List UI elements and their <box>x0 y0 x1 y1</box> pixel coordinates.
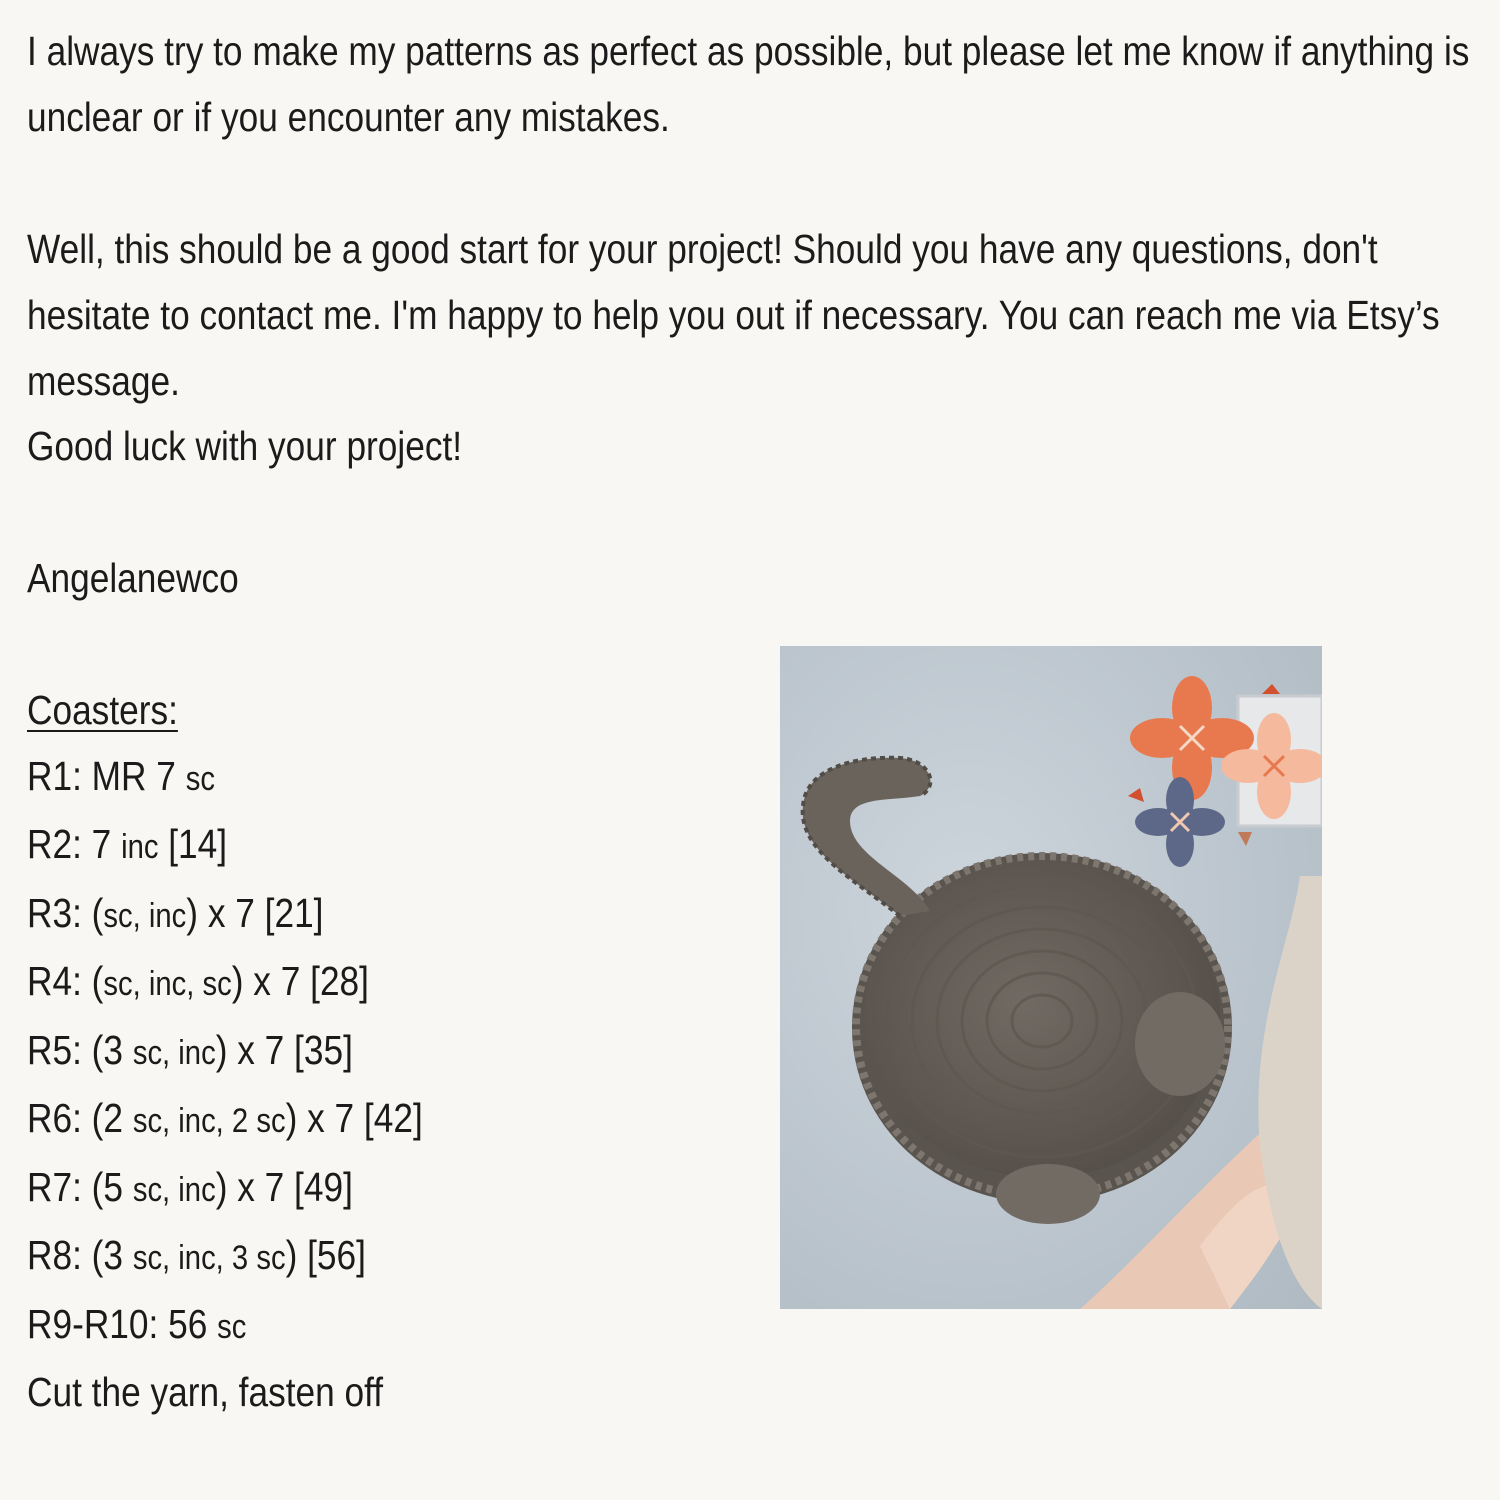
row-count: ) [56] <box>285 1232 366 1278</box>
signature: Angelanewco <box>27 555 239 601</box>
row-label: R5: (3 <box>27 1026 133 1073</box>
pattern-row <box>27 1086 423 1155</box>
row-count: ) x 7 [21] <box>186 889 324 936</box>
row-stitches: sc, inc <box>103 896 187 935</box>
pattern-row <box>27 1223 423 1292</box>
row-count: ) x 7 [49] <box>215 1163 353 1210</box>
pattern-row <box>27 949 423 1018</box>
row-stitches: sc <box>185 759 215 798</box>
row-count: ) x 7 [35] <box>215 1026 353 1073</box>
crochet-coaster-photo <box>780 646 1322 1309</box>
row-label: R6: (2 <box>27 1095 133 1141</box>
row-label: R2: 7 <box>27 821 122 867</box>
row-stitches: sc, inc, 3 sc <box>132 1239 286 1277</box>
intro-paragraph-2: Well, this should be a good start for your project! Should you have any questions, don't hesitate to contact me. I'm happy to help you out if necessary. You can reach me via Etsy’s message. <box>27 226 1440 404</box>
row-label: R4: ( <box>27 958 104 1004</box>
row-stitches: sc <box>217 1307 247 1346</box>
row-count: ) x 7 [42] <box>285 1095 423 1141</box>
row-stitches: sc, inc <box>132 1033 216 1072</box>
pattern-row <box>27 881 423 950</box>
pattern-row <box>27 812 423 881</box>
row-count: [14] <box>158 821 228 867</box>
good-luck-text: Good luck with your project! <box>27 423 463 469</box>
row-stitches: sc, inc, sc <box>103 965 232 1003</box>
pattern-row <box>27 1018 423 1087</box>
pattern-row <box>27 1155 423 1224</box>
row-stitches: sc, inc, 2 sc <box>132 1102 286 1140</box>
pattern-row <box>27 1292 423 1361</box>
row-count: ) x 7 [28] <box>231 958 369 1004</box>
pattern-rows <box>27 744 423 1361</box>
row-stitches: sc, inc <box>132 1170 216 1209</box>
intro-paragraph-1: I always try to make my patterns as perfect as possible, but please let me know if anything is unclear or if you encounter any mistakes. <box>27 28 1470 140</box>
coaster-pattern <box>27 678 423 1426</box>
pattern-heading: Coasters: <box>27 687 178 733</box>
pattern-row <box>27 744 423 813</box>
row-label: R7: (5 <box>27 1163 133 1210</box>
row-label: R8: (3 <box>27 1232 133 1278</box>
row-stitches: inc <box>121 828 159 866</box>
row-label: R3: ( <box>27 889 104 936</box>
finish-instruction: Cut the yarn, fasten off <box>27 1369 384 1415</box>
row-label: R1: MR 7 <box>27 752 186 799</box>
row-label: R9-R10: 56 <box>27 1300 218 1347</box>
